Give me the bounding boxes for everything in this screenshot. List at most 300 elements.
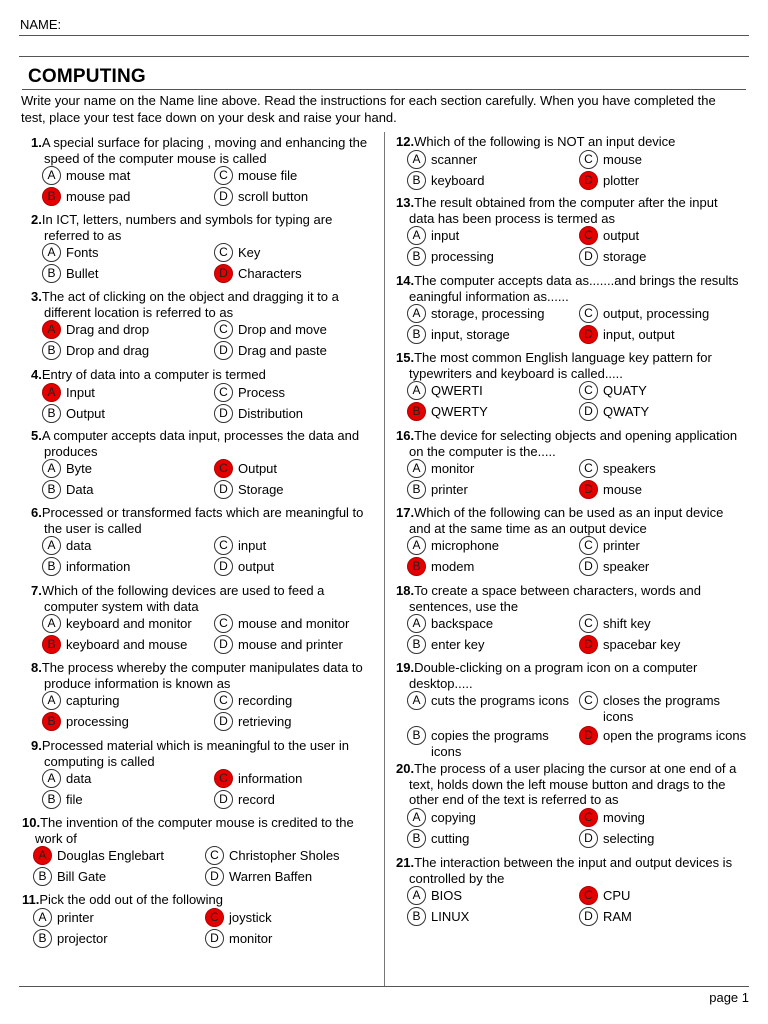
selected-answer-bubble[interactable]: C [579,808,598,827]
answer-bubble[interactable]: A [42,769,61,788]
answer-bubble[interactable]: B [42,404,61,423]
option-text: input, storage [431,327,510,342]
answer-bubble[interactable]: D [579,247,598,266]
option-d[interactable] [214,637,386,654]
option-a[interactable] [407,616,579,633]
option-text: file [66,792,83,807]
option-d[interactable] [214,559,386,576]
question-19 [396,660,746,759]
selected-answer-bubble[interactable]: B [42,712,61,731]
question-prompt: Entry of data into a computer is termed [41,367,266,382]
answer-bubble[interactable]: B [42,557,61,576]
answer-bubble[interactable]: C [214,536,233,555]
question-text [31,289,381,320]
option-text: Drag and drop [66,322,150,337]
answer-bubble[interactable]: B [33,929,52,948]
answer-options [42,245,381,283]
answer-bubble[interactable]: D [579,402,598,421]
answer-bubble[interactable]: A [407,614,426,633]
question-prompt: Which of the following devices are used to feed a computer system with data [41,583,325,614]
option-text: Process [238,384,285,400]
option-text: mouse and printer [238,637,343,652]
answer-bubble[interactable]: C [579,614,598,633]
option-d[interactable] [214,792,386,809]
question-number: 2. [31,212,42,227]
selected-answer-bubble[interactable]: C [214,769,233,788]
option-b[interactable] [407,831,579,848]
option-b[interactable] [42,482,214,499]
answer-bubble[interactable]: B [407,325,426,344]
answer-bubble[interactable]: B [42,341,61,360]
question-prompt: The process of a user placing the cursor at one end of a text, holds down the left mouse button and drags to the other end of the text is referred to as [409,761,737,807]
answer-bubble[interactable]: C [579,381,598,400]
answer-bubble[interactable]: C [214,320,233,339]
option-text: copying [431,809,476,825]
option-text: QWATY [603,404,650,419]
name-line[interactable] [19,35,749,36]
selected-answer-bubble[interactable]: D [579,635,598,654]
answer-bubble[interactable]: A [42,614,61,633]
option-c[interactable] [214,322,386,339]
option-a[interactable] [407,461,579,478]
answer-bubble[interactable]: B [407,635,426,654]
answer-options [42,322,381,360]
option-a[interactable] [407,538,579,555]
option-a[interactable] [42,385,214,402]
option-text: Drop and drag [66,343,150,358]
option-a[interactable] [42,322,214,339]
option-d[interactable] [214,343,386,360]
option-b[interactable] [33,869,205,886]
answer-bubble[interactable]: B [407,480,426,499]
option-b[interactable] [407,637,579,654]
option-c[interactable] [214,771,386,788]
selected-answer-bubble[interactable]: D [579,171,598,190]
question-7 [31,583,381,654]
question-13 [396,195,746,266]
question-prompt: A computer accepts data input, processes the data and produces [41,428,360,459]
answer-bubble[interactable]: C [579,150,598,169]
option-b[interactable] [407,728,579,759]
option-c[interactable] [579,538,751,555]
option-text: mouse and monitor [238,616,350,631]
answer-bubble[interactable]: D [214,187,233,206]
question-text [396,134,746,150]
option-b[interactable] [407,559,579,576]
option-text: data [66,538,92,553]
answer-bubble[interactable]: C [214,614,233,633]
option-a[interactable] [42,538,214,555]
selected-answer-bubble[interactable]: A [42,383,61,402]
option-text: selecting [603,830,655,846]
option-d[interactable] [579,327,751,344]
page-number: page 1 [709,990,749,1005]
option-text: projector [57,930,108,946]
answer-bubble[interactable]: C [205,846,224,865]
option-b[interactable] [42,189,214,206]
option-a[interactable] [407,888,579,905]
option-text: recording [238,693,293,708]
option-b[interactable] [407,909,579,926]
option-a[interactable] [42,245,214,262]
option-text: speaker [603,559,650,574]
option-text: closes the programs icons [603,693,721,724]
question-text [396,761,746,808]
option-text: input [431,228,460,243]
option-text: Bullet [66,266,99,281]
option-text: Distribution [238,405,304,421]
option-a[interactable] [42,461,214,478]
option-d[interactable] [214,266,386,283]
question-12 [396,134,746,190]
option-d[interactable] [579,249,751,266]
option-d[interactable] [214,714,386,731]
answer-bubble[interactable]: D [214,790,233,809]
option-text: retrieving [238,714,292,729]
answer-bubble[interactable]: D [214,712,233,731]
selected-answer-bubble[interactable]: D [579,480,598,499]
option-d[interactable] [579,404,751,421]
question-number: 13. [396,195,415,210]
answer-bubble[interactable]: D [579,907,598,926]
option-c[interactable] [579,616,751,633]
option-text: processing [66,714,129,729]
answer-options [42,616,381,654]
question-prompt: The device for selecting objects and opening application on the computer is the..... [409,428,738,459]
option-c[interactable] [214,168,386,185]
selected-answer-bubble[interactable]: B [42,635,61,654]
option-text: microphone [431,538,499,553]
option-c[interactable] [579,383,751,400]
question-21 [396,855,746,926]
option-text: cuts the programs icons [431,693,570,708]
answer-options [42,771,381,809]
answer-bubble[interactable]: B [407,726,426,745]
selected-answer-bubble[interactable]: B [407,402,426,421]
option-d[interactable] [214,189,386,206]
option-text: output [603,228,640,243]
option-c[interactable] [214,616,386,633]
answer-bubble[interactable]: A [42,166,61,185]
question-8 [31,660,381,731]
option-a[interactable] [42,168,214,185]
answer-bubble[interactable]: D [205,867,224,886]
option-text: mouse [603,482,643,497]
option-d[interactable] [579,482,751,499]
option-text: shift key [603,616,651,631]
answer-options [407,810,746,848]
option-d[interactable] [579,173,751,190]
option-text: Output [66,405,106,421]
question-prompt: Double-clicking on a program icon on a computer desktop..... [409,660,698,691]
question-text [22,815,381,846]
option-text: information [66,559,131,574]
question-text [31,660,381,691]
question-20 [396,761,746,848]
question-number: 9. [31,738,42,753]
answer-bubble[interactable]: B [33,867,52,886]
option-a[interactable] [42,616,214,633]
question-2 [31,212,381,283]
question-1 [31,135,381,206]
option-b[interactable] [33,931,205,948]
answer-bubble[interactable]: C [579,459,598,478]
option-text: Christopher Sholes [229,848,340,863]
question-4 [31,367,381,423]
answer-options [33,848,381,886]
option-d[interactable] [579,559,751,576]
question-number: 6. [31,505,42,520]
name-label: NAME: [20,17,62,32]
question-text [396,855,746,886]
selected-answer-bubble[interactable]: C [205,908,224,927]
answer-bubble[interactable]: B [42,264,61,283]
question-prompt: The act of clicking on the object and dragging it to a different location is referred to as [41,289,339,320]
answer-bubble[interactable]: A [407,150,426,169]
answer-bubble[interactable]: D [214,557,233,576]
option-d[interactable] [205,869,377,886]
selected-answer-bubble[interactable]: B [407,557,426,576]
answer-bubble[interactable]: B [407,171,426,190]
option-text: plotter [603,172,640,188]
question-number: 12. [396,134,415,149]
answer-bubble[interactable]: A [407,808,426,827]
option-text: data [66,771,92,786]
answer-bubble[interactable]: C [214,691,233,710]
selected-answer-bubble[interactable]: A [33,846,52,865]
option-c[interactable] [214,385,386,402]
answer-bubble[interactable]: D [579,557,598,576]
option-text: Douglas Englebart [57,848,164,863]
answer-bubble[interactable]: A [42,243,61,262]
option-a[interactable] [407,228,579,245]
question-number: 18. [396,583,415,598]
question-text [396,660,746,691]
option-text: modem [431,559,475,574]
title-underline [22,89,746,90]
option-c[interactable] [579,810,751,827]
option-a[interactable] [33,848,205,865]
option-c[interactable] [214,245,386,262]
option-c[interactable] [579,888,751,905]
answer-bubble[interactable]: D [579,829,598,848]
selected-answer-bubble[interactable]: D [214,264,233,283]
question-10 [22,815,381,886]
question-3 [31,289,381,360]
answer-bubble[interactable]: A [407,459,426,478]
answer-bubble[interactable]: A [42,691,61,710]
option-d[interactable] [579,728,751,759]
option-text: Characters [238,266,302,281]
answer-options [42,168,381,206]
question-text [396,195,746,226]
option-c[interactable] [205,910,377,927]
option-a[interactable] [33,910,205,927]
option-b[interactable] [407,249,579,266]
question-18 [396,583,746,654]
answer-bubble[interactable]: A [407,304,426,323]
option-a[interactable] [42,693,214,710]
answer-bubble[interactable]: A [407,381,426,400]
option-text: Data [66,482,94,497]
option-text: Bill Gate [57,869,107,884]
answer-bubble[interactable]: A [407,886,426,905]
answer-bubble[interactable]: D [214,404,233,423]
answer-options [42,385,381,423]
question-prompt: The most common English language key pattern for typewriters and keyboard is called..... [409,350,712,381]
option-c[interactable] [214,461,386,478]
option-c[interactable] [579,306,751,323]
option-b[interactable] [42,637,214,654]
question-prompt: To create a space between characters, words and sentences, use the [409,583,701,614]
answer-options [407,306,746,344]
footer-rule [19,986,749,987]
question-number: 16. [396,428,415,443]
answer-options [407,693,746,759]
selected-answer-bubble[interactable]: C [214,459,233,478]
answer-bubble[interactable]: B [407,247,426,266]
option-text: keyboard [431,172,485,188]
option-text: capturing [66,693,120,708]
question-text [31,367,381,383]
answer-bubble[interactable]: A [407,226,426,245]
question-text [396,350,746,381]
answer-options [407,228,746,266]
option-text: monitor [229,930,273,946]
option-text: storage, processing [431,306,545,321]
option-text: Storage [238,482,284,497]
answer-bubble[interactable]: C [214,243,233,262]
option-text: information [238,771,303,786]
answer-bubble[interactable]: A [33,908,52,927]
answer-bubble[interactable]: D [214,635,233,654]
option-c[interactable] [579,461,751,478]
answer-bubble[interactable]: A [42,536,61,555]
option-a[interactable] [407,810,579,827]
option-b[interactable] [407,404,579,421]
option-text: Fonts [66,245,99,260]
option-text: CPU [603,888,631,903]
question-text [396,583,746,614]
option-b[interactable] [42,714,214,731]
question-prompt: The result obtained from the computer after the input data has been process is termed as [409,195,718,226]
option-text: input, output [603,327,675,342]
question-prompt: Processed material which is meaningful to the user in computing is called [41,738,349,769]
answer-bubble[interactable]: B [407,829,426,848]
answer-options [407,461,746,499]
option-c[interactable] [579,228,751,245]
answer-bubble[interactable]: C [214,383,233,402]
option-d[interactable] [579,637,751,654]
option-b[interactable] [42,792,214,809]
option-text: BIOS [431,888,463,903]
question-text [22,892,381,908]
option-text: moving [603,809,645,825]
option-c[interactable] [214,693,386,710]
answer-bubble[interactable]: A [42,459,61,478]
selected-answer-bubble[interactable]: C [579,226,598,245]
question-number: 10. [22,815,41,830]
question-prompt: The process whereby the computer manipulates data to produce information is known as [41,660,363,691]
option-b[interactable] [407,327,579,344]
question-6 [31,505,381,576]
option-b[interactable] [407,173,579,190]
option-a[interactable] [407,693,579,724]
selected-answer-bubble[interactable]: A [42,320,61,339]
option-d[interactable] [214,406,386,423]
question-16 [396,428,746,499]
answer-bubble[interactable]: C [579,304,598,323]
question-prompt: A special surface for placing , moving and enhancing the speed of the computer mouse is called [41,135,368,166]
answer-bubble[interactable]: C [214,166,233,185]
option-c[interactable] [579,152,751,169]
option-b[interactable] [407,482,579,499]
option-text: printer [57,909,94,925]
option-text: printer [431,482,468,497]
selected-answer-bubble[interactable]: C [579,886,598,905]
question-number: 4. [31,367,42,382]
answer-bubble[interactable]: A [407,691,426,710]
question-number: 15. [396,350,415,365]
option-d[interactable] [214,482,386,499]
option-text: Key [238,245,261,260]
option-b[interactable] [42,266,214,283]
option-a[interactable] [407,152,579,169]
option-d[interactable] [579,909,751,926]
question-text [31,135,381,166]
question-9 [31,738,381,809]
question-prompt: The computer accepts data as.......and brings the results eaningful information as...... [409,273,739,304]
answer-bubble[interactable]: D [205,929,224,948]
option-a[interactable] [407,306,579,323]
option-text: processing [431,249,494,264]
option-d[interactable] [205,931,377,948]
option-b[interactable] [42,406,214,423]
answer-options [33,910,381,948]
option-a[interactable] [407,383,579,400]
option-text: enter key [431,637,485,652]
question-text [31,583,381,614]
answer-bubble[interactable]: D [214,341,233,360]
selected-answer-bubble[interactable]: B [42,187,61,206]
option-text: scanner [431,151,478,167]
option-b[interactable] [42,559,214,576]
selected-answer-bubble[interactable]: D [579,325,598,344]
question-prompt: The interaction between the input and output devices is controlled by the [409,855,733,886]
selected-answer-bubble[interactable]: D [579,726,598,745]
option-text: Byte [66,461,93,476]
option-text: backspace [431,616,494,631]
answer-bubble[interactable]: B [42,790,61,809]
answer-bubble[interactable]: B [407,907,426,926]
answer-bubble[interactable]: D [214,480,233,499]
answer-bubble[interactable]: A [407,536,426,555]
answer-bubble[interactable]: B [42,480,61,499]
option-b[interactable] [42,343,214,360]
answer-options [42,538,381,576]
option-text: QWERTY [431,404,488,419]
question-text [31,428,381,459]
option-a[interactable] [42,771,214,788]
question-text [31,212,381,243]
option-c[interactable] [214,538,386,555]
answer-bubble[interactable]: C [579,536,598,555]
option-d[interactable] [579,831,751,848]
option-text: Warren Baffen [229,869,313,884]
option-c[interactable] [205,848,377,865]
option-c[interactable] [579,693,751,724]
answer-bubble[interactable]: C [579,691,598,710]
